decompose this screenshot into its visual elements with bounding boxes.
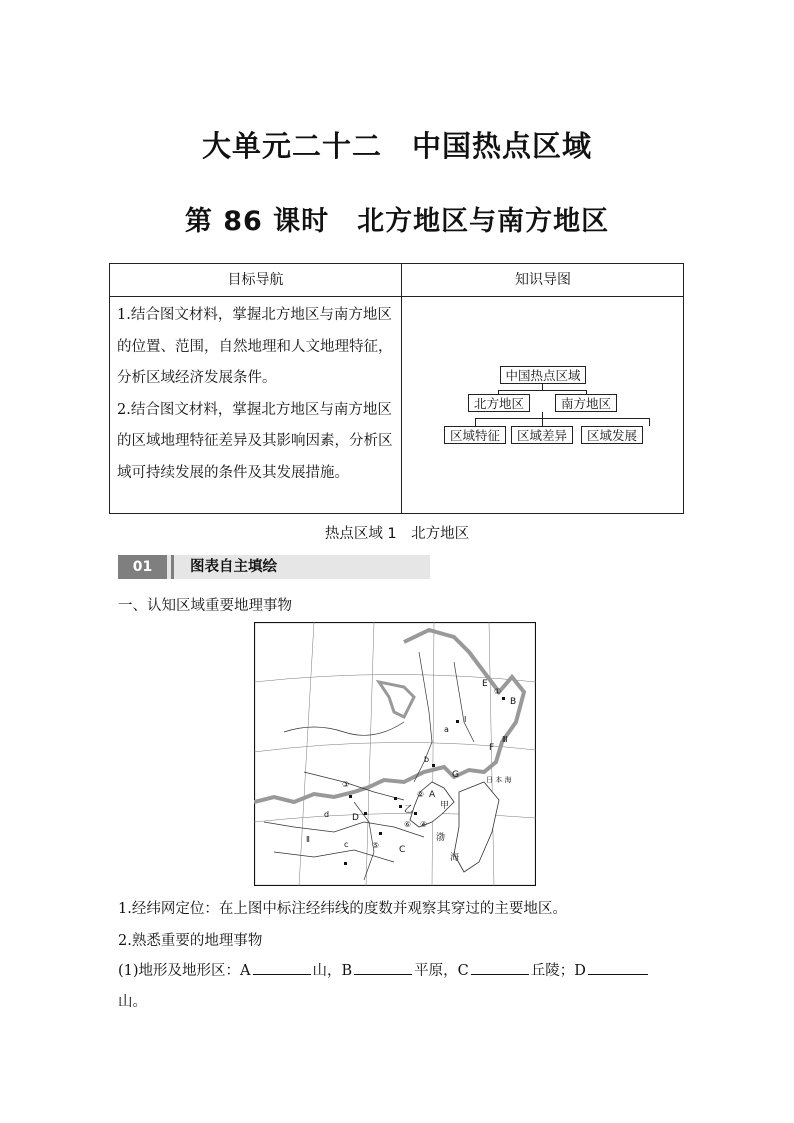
question-text: 平原，C: [414, 963, 469, 979]
map-label-g: G: [452, 770, 459, 780]
table-divider: [401, 264, 402, 513]
question-text: 丘陵；D: [530, 963, 586, 979]
question-2: 2.熟悉重要的地理事物: [118, 933, 263, 949]
map-label-f: F: [489, 743, 495, 753]
map-label-roman2: Ⅱ: [306, 835, 310, 844]
question-text: (1)地形及地形区：A: [118, 963, 251, 979]
map-label-circ2: ②: [417, 790, 425, 799]
section-label: 图表自主填绘: [190, 559, 277, 575]
mindmap-connector: [475, 418, 476, 426]
question-2-1: [118, 959, 650, 980]
map-label-jia: 甲: [440, 801, 450, 811]
map-label-a: A: [429, 790, 436, 800]
mindmap-features: 区域特征: [444, 426, 506, 444]
map-label-d-lower: d: [324, 810, 330, 819]
knowledge-mindmap: [434, 360, 654, 450]
mindmap-differences: 区域差异: [511, 426, 573, 444]
map-label-hai: 海: [450, 853, 460, 863]
mindmap-north: 北方地区: [468, 394, 530, 412]
question-1: 1.经纬网定位：在上图中标注经纬线的度数并观察其穿过的主要地区。: [118, 901, 567, 917]
map-label-b: B: [510, 697, 517, 707]
section-separator: [171, 555, 174, 579]
map-label-bohai: 渤: [436, 833, 446, 843]
map-label-roman3: Ⅲ: [502, 735, 508, 744]
map-label-a-lower: a: [444, 725, 449, 734]
unit-title: 大单元二十二 中国热点区域: [201, 129, 592, 163]
table-header: [110, 264, 683, 297]
mindmap-column-header: 知识导图: [515, 272, 571, 288]
mindmap-connector: [498, 390, 586, 391]
goals-column-header: 目标导航: [227, 272, 284, 288]
map-label-b-lower: b: [424, 755, 430, 764]
lesson-title: 第 86 课时 北方地区与南方地区: [184, 206, 610, 237]
mindmap-connector: [475, 418, 649, 419]
map-label-roman1: Ⅰ: [464, 715, 467, 724]
map-label-circ6: ⑥: [404, 820, 412, 829]
section-banner: [118, 555, 430, 579]
mindmap-development: 区域发展: [581, 426, 643, 444]
mindmap-connector: [542, 418, 543, 426]
map-label-circ3: ③: [342, 780, 350, 789]
north-china-map: [254, 622, 536, 886]
map-label-yi: 乙: [404, 805, 414, 815]
answer-blank-c[interactable]: [471, 960, 529, 975]
map-label-japan-sea: 日 本 海: [486, 776, 512, 784]
question-text: 山，B: [312, 963, 353, 979]
map-label-c: C: [399, 845, 406, 855]
map-label-circ4: ④: [420, 820, 428, 829]
goal-item: 2.结合图文材料，掌握北方地区与南方地区的区域地理特征差异及其影响因素，分析区域可持续发展的条件及其发展措施。: [117, 401, 393, 481]
goals-list: [117, 300, 395, 489]
mindmap-root: 中国热点区域: [500, 366, 586, 384]
map-label-d: D: [352, 813, 359, 823]
answer-blank-b[interactable]: [354, 960, 412, 975]
region-title: 热点区域 1 北方地区: [324, 526, 470, 542]
mindmap-connector: [649, 418, 650, 426]
section-number: 01: [118, 555, 167, 579]
map-label-e: E: [482, 679, 488, 689]
answer-blank-a[interactable]: [253, 960, 311, 975]
goal-item: 1.结合图文材料，掌握北方地区与南方地区的位置、范围，自然地理和人文地理特征，分析区域经济发展条件。: [117, 307, 393, 386]
map-label-circ1: ①: [494, 687, 502, 696]
answer-blank-d[interactable]: [588, 960, 648, 975]
sub-heading: 一、认知区域重要地理事物: [118, 598, 292, 614]
mindmap-south: 南方地区: [555, 394, 617, 412]
goals-mindmap-table: [109, 263, 684, 514]
map-label-circ5: ⑤: [372, 841, 380, 850]
question-2-1-tail: 山。: [118, 994, 147, 1010]
map-label-c-lower: c: [344, 840, 349, 849]
